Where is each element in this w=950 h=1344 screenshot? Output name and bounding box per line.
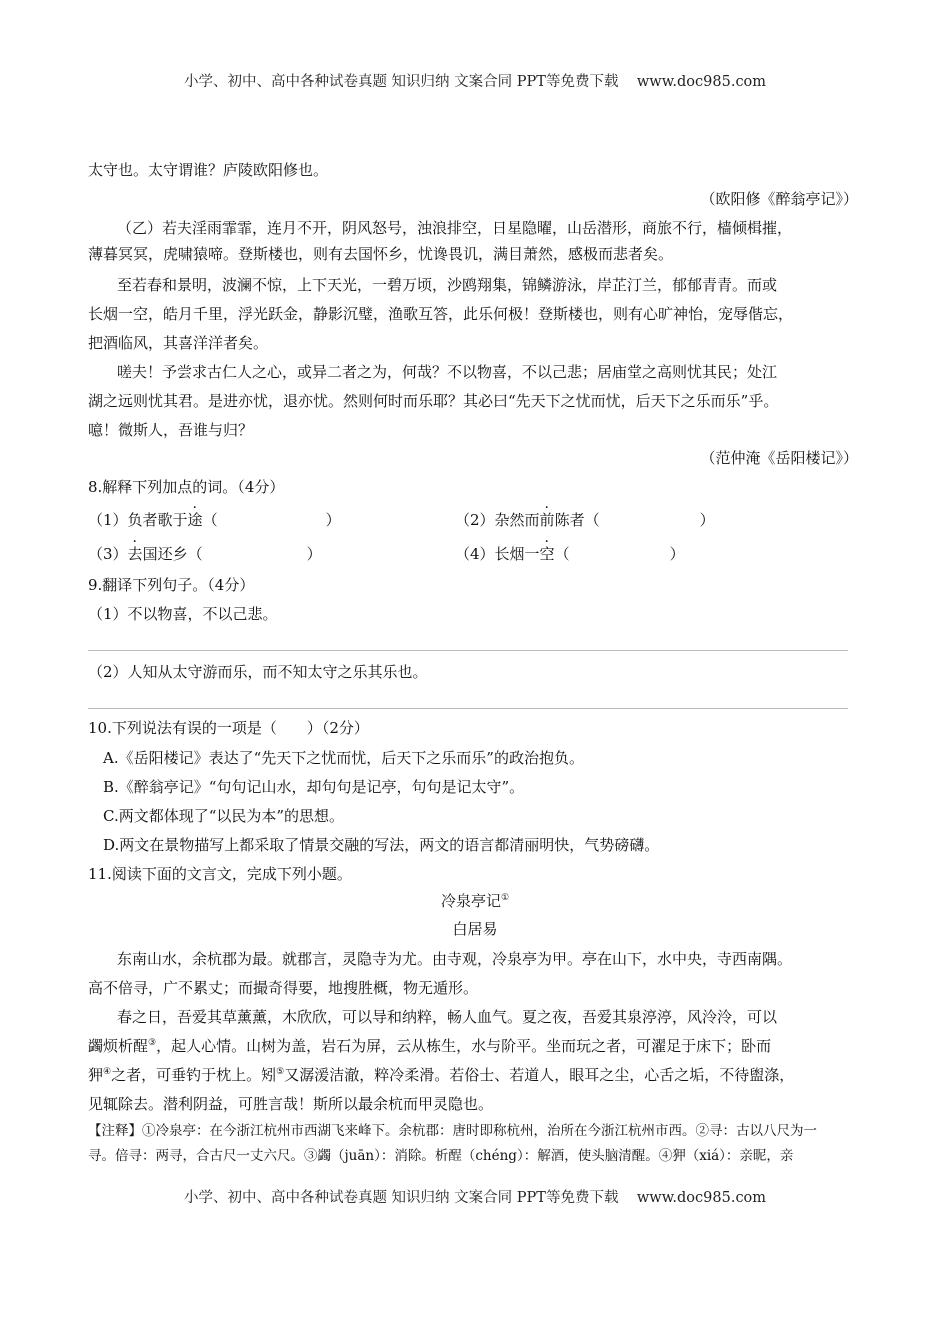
q8-title: 8.解释下列加点的词。（4分） bbox=[88, 478, 285, 496]
q10-title: 10.下列说法有误的一项是（ ）（2分） bbox=[88, 719, 369, 737]
passage-b-source: （范仲淹《岳阳楼记》） bbox=[700, 449, 858, 467]
essay-line: 高不倍寻，广不累丈；而撮奇得要，地搜胜概，物无遁形。 bbox=[88, 979, 479, 997]
emphasis-dot-word: 空 bbox=[539, 545, 555, 563]
q9-sentence-2: （2）人知从太守游而乐，而不知太守之乐其乐也。 bbox=[88, 663, 428, 681]
page-header: 小学、初中、高中各种试卷真题 知识归纳 文案合同 PPT等免费下载 www.doc985.com bbox=[183, 74, 767, 90]
passage-b-line: 把酒临风，其喜洋洋者矣。 bbox=[88, 334, 269, 352]
emphasis-dot-word: 途 bbox=[187, 511, 203, 529]
q8-item-2: （2）杂然而前陈者（ ） bbox=[455, 511, 715, 529]
q9-title: 9.翻译下列句子。（4分） bbox=[88, 576, 255, 594]
passage-a-tail: 太守也。太守谓谁？庐陵欧阳修也。 bbox=[88, 161, 329, 179]
essay-author: 白居易 bbox=[452, 920, 498, 938]
essay-line: 狎④之者，可垂钓于枕上。矧⑤又潺湲洁澈，粹冷柔滑。若俗士、若道人，眼耳之尘，心舌之垢，不待盥涤， bbox=[88, 1066, 795, 1084]
answer-line[interactable] bbox=[88, 708, 848, 709]
q8-item-3: （3）去国还乡（ ） bbox=[88, 545, 322, 563]
essay-line: 蠲烦析酲③，起人心情。山树为盖，岩石为屏，云从栋生，水与阶平。坐而玩之者，可濯足于床下；卧而 bbox=[88, 1037, 772, 1055]
page-footer: 小学、初中、高中各种试卷真题 知识归纳 文案合同 PPT等免费下载 www.doc985.com bbox=[183, 1190, 767, 1206]
q9-sentence-1: （1）不以物喜，不以己悲。 bbox=[88, 605, 278, 623]
passage-a-source: （欧阳修《醉翁亭记》） bbox=[700, 190, 858, 208]
q10-option-a[interactable]: A.《岳阳楼记》表达了“先天下之忧而忧，后天下之乐而乐”的政治抱负。 bbox=[103, 749, 584, 767]
passage-b-line: 至若春和景明，波澜不惊，上下天光，一碧万顷，沙鸥翔集，锦鳞游泳，岸芷汀兰，郁郁青青。而或 bbox=[117, 276, 778, 294]
passage-b-line: 长烟一空，皓月千里，浮光跃金，静影沉璧，渔歌互答，此乐何极！登斯楼也，则有心旷神怡，宠辱偕忘， bbox=[88, 305, 794, 323]
passage-b-line: （乙）若夫淫雨霏霏，连月不开，阴风怒号，浊浪排空，日星隐曜，山岳潜形，商旅不行，樯倾楫摧， bbox=[117, 219, 793, 237]
q8-item-4: （4）长烟一空（ ） bbox=[455, 545, 685, 563]
essay-line: 东南山水，余杭郡为最。就郡言，灵隐寺为尤。由寺观，冷泉亭为甲。亭在山下，水中央，寺西南隅。 bbox=[117, 950, 793, 968]
emphasis-dot-word: 前 bbox=[539, 511, 555, 529]
passage-b-line: 薄暮冥冥，虎啸猿啼。登斯楼也，则有去国怀乡，忧谗畏讥，满目萧然，感极而悲者矣。 bbox=[88, 245, 674, 263]
passage-b-line: 噫！微斯人，吾谁与归？ bbox=[88, 421, 254, 439]
q10-option-b[interactable]: B.《醉翁亭记》“句句记山水，却句句是记亭，句句是记太守”。 bbox=[103, 778, 525, 796]
answer-line[interactable] bbox=[88, 650, 848, 651]
essay-line: 春之日，吾爱其草薰薰，木欣欣，可以导和纳粹，畅人血气。夏之夜，吾爱其泉渟渟，风泠泠，可以 bbox=[117, 1008, 778, 1026]
passage-b-line: 嗟夫！予尝求古仁人之心，或异二者之为，何哉？不以物喜，不以己悲；居庙堂之高则忧其民；处江 bbox=[117, 363, 778, 381]
emphasis-dot-word: 去 bbox=[127, 545, 143, 563]
q11-title: 11.阅读下面的文言文，完成下列小题。 bbox=[88, 865, 352, 883]
q8-item-1: （1）负者歌于途（ ） bbox=[88, 511, 341, 529]
q10-option-c[interactable]: C.两文都体现了“以民为本”的思想。 bbox=[103, 807, 345, 825]
essay-line: 见辄除去。潜利阴益，可胜言哉！斯所以最余杭而甲灵隐也。 bbox=[88, 1095, 494, 1113]
passage-b-line: 湖之远则忧其君。是进亦忧，退亦忧。然则何时而乐耶？其必曰“先天下之忧而忧，后天下之乐而乐”乎。 bbox=[88, 392, 779, 410]
q10-option-d[interactable]: D.两文在景物描写上都采取了情景交融的写法，两文的语言都清丽明快，气势磅礴。 bbox=[103, 836, 660, 854]
footnote-line: 寻。倍寻：两寻，合古尺一丈六尺。③蠲（juān）：消除。析酲（chéng）：解酒，使头脑清醒。④狎（xiá）：亲昵，亲 bbox=[88, 1148, 794, 1164]
essay-title: 冷泉亭记① bbox=[440, 892, 510, 910]
footnote-line: 【注释】①冷泉亭：在今浙江杭州市西湖飞来峰下。余杭郡：唐时即称杭州，治所在今浙江杭州市西。②寻：古以八尺为一 bbox=[88, 1123, 817, 1139]
